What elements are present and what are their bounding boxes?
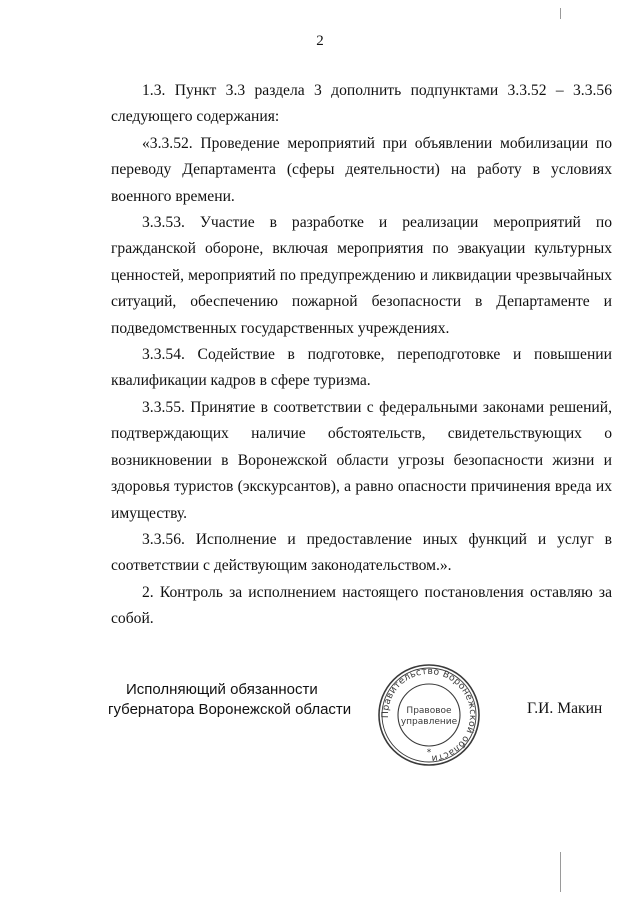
signer-title-line1: Исполняющий обязанности [126, 681, 318, 698]
paragraph-1-3: 1.3. Пункт 3.3 раздела 3 дополнить подпунктами 3.3.52 – 3.3.56 следующего содержания: [111, 82, 612, 126]
stamp-inner-line1: Правовое [406, 706, 452, 716]
stamp-outer-text: Правительство Воронежской области [379, 665, 479, 765]
scan-tick-top [560, 8, 561, 19]
signer-title-line2: губернатора Воронежской области [108, 701, 352, 718]
paragraph-2-control: 2. Контроль за исполнением настоящего постановления оставляю за собой. [111, 583, 612, 628]
official-stamp [377, 663, 481, 767]
signer-name: Г.И. Макин [527, 700, 603, 717]
paragraph-3-3-54: 3.3.54. Содействие в подготовке, переподготовке и повышении квалификации кадров в сфере туризма. [111, 346, 612, 390]
document-body [111, 78, 612, 633]
page-number: 2 [316, 33, 324, 49]
signer-title [108, 680, 351, 720]
stamp-inner-line2: управление [400, 717, 458, 727]
scan-tick-bottom [560, 852, 561, 892]
paragraph-3-3-53: 3.3.53. Участие в разработке и реализации мероприятий по гражданской обороне, включая мероприятия по эвакуации культурных ценностей, мероприятий по предупреждению и ликвидации чрезвычайных ситуаций, обеспечению пожарной безопасности в Департаменте и подведомственных государственных учреждениях. [111, 214, 612, 337]
stamp-star: * [426, 748, 432, 758]
paragraph-3-3-56: 3.3.56. Исполнение и предоставление иных функций и услуг в соответствии с действующим законодательством.». [111, 530, 612, 575]
paragraph-3-3-55: 3.3.55. Принятие в соответствии с федеральными законами решений, подтверждающих наличие обстоятельств, свидетельствующих о возникновении в Воронежской области угрозы безопасности жизни и здоровья туристов (экскурсантов), а равно опасности причинения вреда их имуществу. [111, 398, 612, 522]
paragraph-3-3-52: «3.3.52. Проведение мероприятий при объявлении мобилизации по переводу Департамента (сферы деятельности) на работу в условиях военного времени. [111, 134, 612, 205]
